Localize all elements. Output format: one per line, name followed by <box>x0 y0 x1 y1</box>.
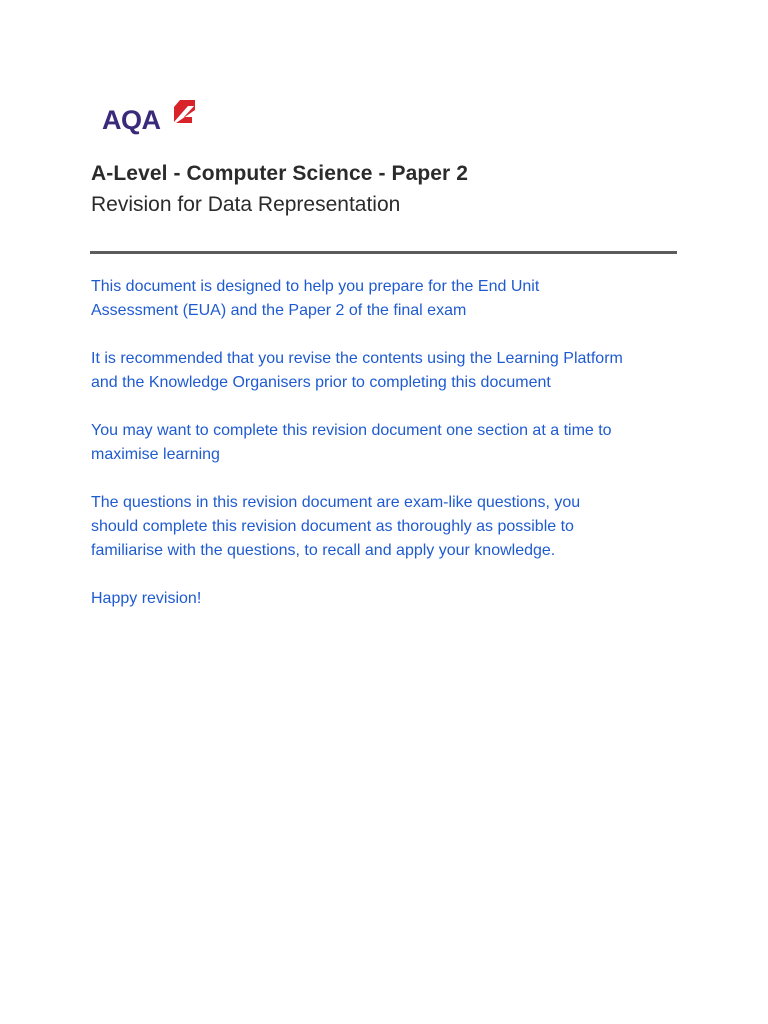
document-title: A-Level - Computer Science - Paper 2 <box>91 162 469 185</box>
aqa-logo-text: AQA <box>102 105 161 135</box>
aqa-logo <box>102 96 202 136</box>
intro-paragraph-2: It is recommended that you revise the contents using the Learning Platform and the Knowledge Organisers prior to completing this document <box>91 350 623 391</box>
intro-paragraph-3: You may want to complete this revision document one section at a time to maximise learning <box>91 422 612 463</box>
intro-paragraph-4: The questions in this revision document are exam-like questions, you should complete this revision document as thoroughly as possible to familiarise with the questions, to recall and apply your knowledge. <box>91 494 581 559</box>
document-subtitle: Revision for Data Representation <box>91 193 401 216</box>
intro-paragraph-1: This document is designed to help you prepare for the End Unit Assessment (EUA) and the Paper 2 of the final exam <box>91 278 540 319</box>
aqa-logo-mark-icon <box>174 100 195 123</box>
intro-text <box>91 275 691 635</box>
title-divider <box>90 251 677 254</box>
aqa-logo-graphic <box>102 96 202 136</box>
closing-line: Happy revision! <box>91 590 202 607</box>
